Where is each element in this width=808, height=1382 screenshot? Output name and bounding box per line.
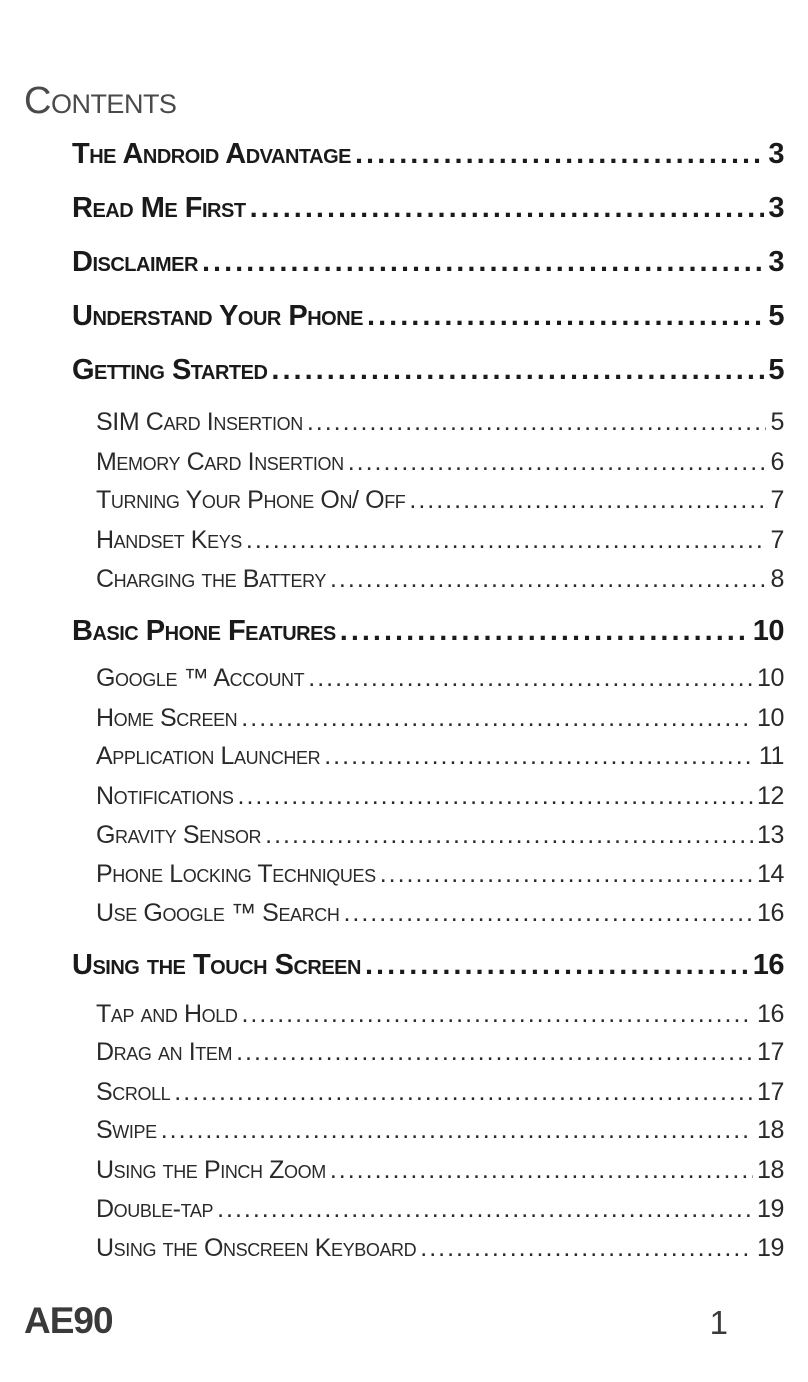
toc-entry-title: Use Google ™ Search bbox=[96, 899, 340, 927]
toc-dot-leader bbox=[420, 1234, 753, 1263]
toc-dot-leader bbox=[238, 782, 753, 811]
toc-entry-title: Application Launcher bbox=[96, 742, 321, 770]
toc-entry-page: 14 bbox=[756, 860, 784, 888]
toc-section-entry[interactable] bbox=[72, 354, 784, 387]
toc-subsection-entry[interactable] bbox=[96, 742, 784, 771]
toc-dot-leader bbox=[324, 742, 755, 771]
toc-entry-page: 19 bbox=[756, 1195, 784, 1223]
toc-subsection-entry[interactable] bbox=[96, 486, 784, 515]
toc-dot-leader bbox=[380, 860, 753, 889]
toc-subsection-entry[interactable] bbox=[96, 1234, 784, 1263]
toc-entry-title: Handset Keys bbox=[96, 526, 242, 554]
toc-entry-title: Turning Your Phone On/ Off bbox=[96, 486, 406, 514]
toc-section-entry[interactable] bbox=[72, 949, 784, 982]
toc-dot-leader bbox=[217, 1195, 753, 1224]
toc-entry-title: Home Screen bbox=[96, 704, 238, 732]
toc-entry-page: 19 bbox=[756, 1234, 784, 1262]
toc-entry-title: Drag an Item bbox=[96, 1038, 233, 1066]
toc-dot-leader bbox=[330, 1156, 753, 1185]
toc-dot-leader bbox=[355, 138, 764, 171]
toc-entry-page: 8 bbox=[770, 565, 784, 593]
toc-dot-leader bbox=[236, 1038, 753, 1067]
footer-model: AE90 bbox=[24, 1300, 113, 1341]
toc-entry-page: 13 bbox=[756, 821, 784, 849]
toc-dot-leader bbox=[241, 704, 753, 733]
toc-section-entry[interactable] bbox=[72, 138, 784, 171]
toc-section-entry[interactable] bbox=[72, 192, 784, 225]
toc-dot-leader bbox=[246, 526, 767, 555]
toc-entry-page: 3 bbox=[768, 138, 784, 170]
toc-subsection-entry[interactable] bbox=[96, 1116, 784, 1145]
toc-entry-title: Scroll bbox=[96, 1078, 171, 1106]
footer-page-number: 1 bbox=[709, 1304, 728, 1341]
toc-entry-title: SIM Card Insertion bbox=[96, 408, 303, 436]
toc-dot-leader bbox=[348, 448, 767, 477]
toc-entry-title: Tap and Hold bbox=[96, 1000, 238, 1028]
toc-entry-title: Double-tap bbox=[96, 1195, 214, 1223]
toc-subsection-entry[interactable] bbox=[96, 1156, 784, 1185]
toc-entry-page: 3 bbox=[768, 246, 784, 278]
toc-entry-page: 10 bbox=[756, 664, 784, 692]
toc-entry-page: 17 bbox=[756, 1078, 784, 1106]
toc-entry-title: Notifications bbox=[96, 782, 234, 810]
toc-dot-leader bbox=[161, 1116, 753, 1145]
toc-entry-page: 18 bbox=[756, 1116, 784, 1144]
toc-subsection-entry[interactable] bbox=[96, 860, 784, 889]
toc-entry-title: Using the Pinch Zoom bbox=[96, 1156, 326, 1184]
toc-subsection-entry[interactable] bbox=[96, 782, 784, 811]
toc-entry-title: Basic Phone Features bbox=[72, 615, 336, 647]
toc-dot-leader bbox=[241, 1000, 753, 1029]
toc-entry-title: Memory Card Insertion bbox=[96, 448, 344, 476]
toc-dot-leader bbox=[174, 1078, 753, 1107]
toc-entry-title: Swipe bbox=[96, 1116, 157, 1144]
toc-entry-page: 5 bbox=[768, 354, 784, 386]
toc-entry-title: Using the Touch Screen bbox=[72, 949, 361, 981]
toc-entry-page: 12 bbox=[756, 782, 784, 810]
toc-dot-leader bbox=[340, 615, 749, 648]
toc-entry-page: 7 bbox=[770, 486, 784, 514]
page-title: Contents bbox=[24, 80, 177, 122]
toc-dot-leader bbox=[265, 821, 753, 850]
toc-section-entry[interactable] bbox=[72, 300, 784, 333]
toc-entry-page: 5 bbox=[768, 300, 784, 332]
toc-dot-leader bbox=[343, 899, 753, 928]
toc-dot-leader bbox=[202, 246, 764, 279]
toc-entry-title: Phone Locking Techniques bbox=[96, 860, 376, 888]
toc-subsection-entry[interactable] bbox=[96, 1000, 784, 1029]
toc-entry-page: 3 bbox=[768, 192, 784, 224]
toc-dot-leader bbox=[367, 300, 764, 333]
toc-dot-leader bbox=[250, 192, 765, 225]
toc-entry-page: 5 bbox=[770, 408, 784, 436]
toc-entry-page: 16 bbox=[756, 899, 784, 927]
toc-entry-title: Disclaimer bbox=[72, 246, 198, 278]
toc-dot-leader bbox=[308, 664, 753, 693]
toc-subsection-entry[interactable] bbox=[96, 1038, 784, 1067]
toc-entry-page: 18 bbox=[756, 1156, 784, 1184]
toc-entry-title: Read Me First bbox=[72, 192, 246, 224]
toc-entry-title: Gravity Sensor bbox=[96, 821, 262, 849]
toc-entry-page: 6 bbox=[770, 448, 784, 476]
toc-entry-page: 10 bbox=[752, 615, 784, 647]
toc-entry-page: 16 bbox=[752, 949, 784, 981]
toc-subsection-entry[interactable] bbox=[96, 565, 784, 594]
toc-section-entry[interactable] bbox=[72, 615, 784, 648]
toc-dot-leader bbox=[330, 565, 767, 594]
toc-subsection-entry[interactable] bbox=[96, 1195, 784, 1224]
toc-entry-page: 7 bbox=[770, 526, 784, 554]
toc-subsection-entry[interactable] bbox=[96, 448, 784, 477]
toc-subsection-entry[interactable] bbox=[96, 899, 784, 928]
toc-subsection-entry[interactable] bbox=[96, 664, 784, 693]
toc-entry-page: 10 bbox=[756, 704, 784, 732]
toc-entry-page: 17 bbox=[756, 1038, 784, 1066]
toc-entry-page: 11 bbox=[758, 742, 784, 770]
toc-entry-title: Google ™ Account bbox=[96, 664, 305, 692]
toc-entry-title: Getting Started bbox=[72, 354, 268, 386]
toc-entry-title: Charging the Battery bbox=[96, 565, 326, 593]
toc-entry-page: 16 bbox=[756, 1000, 784, 1028]
toc-subsection-entry[interactable] bbox=[96, 1078, 784, 1107]
toc-subsection-entry[interactable] bbox=[96, 704, 784, 733]
toc-subsection-entry[interactable] bbox=[96, 526, 784, 555]
toc-section-entry[interactable] bbox=[72, 246, 784, 279]
toc-entry-title: Using the Onscreen Keyboard bbox=[96, 1234, 417, 1262]
toc-entry-title: Understand Your Phone bbox=[72, 300, 364, 332]
toc-entry-title: The Android Advantage bbox=[72, 138, 351, 170]
toc-dot-leader bbox=[365, 949, 749, 982]
toc-subsection-entry[interactable] bbox=[96, 408, 784, 437]
toc-subsection-entry[interactable] bbox=[96, 821, 784, 850]
toc-dot-leader bbox=[409, 486, 766, 515]
toc-dot-leader bbox=[271, 354, 764, 387]
toc-dot-leader bbox=[307, 408, 767, 437]
